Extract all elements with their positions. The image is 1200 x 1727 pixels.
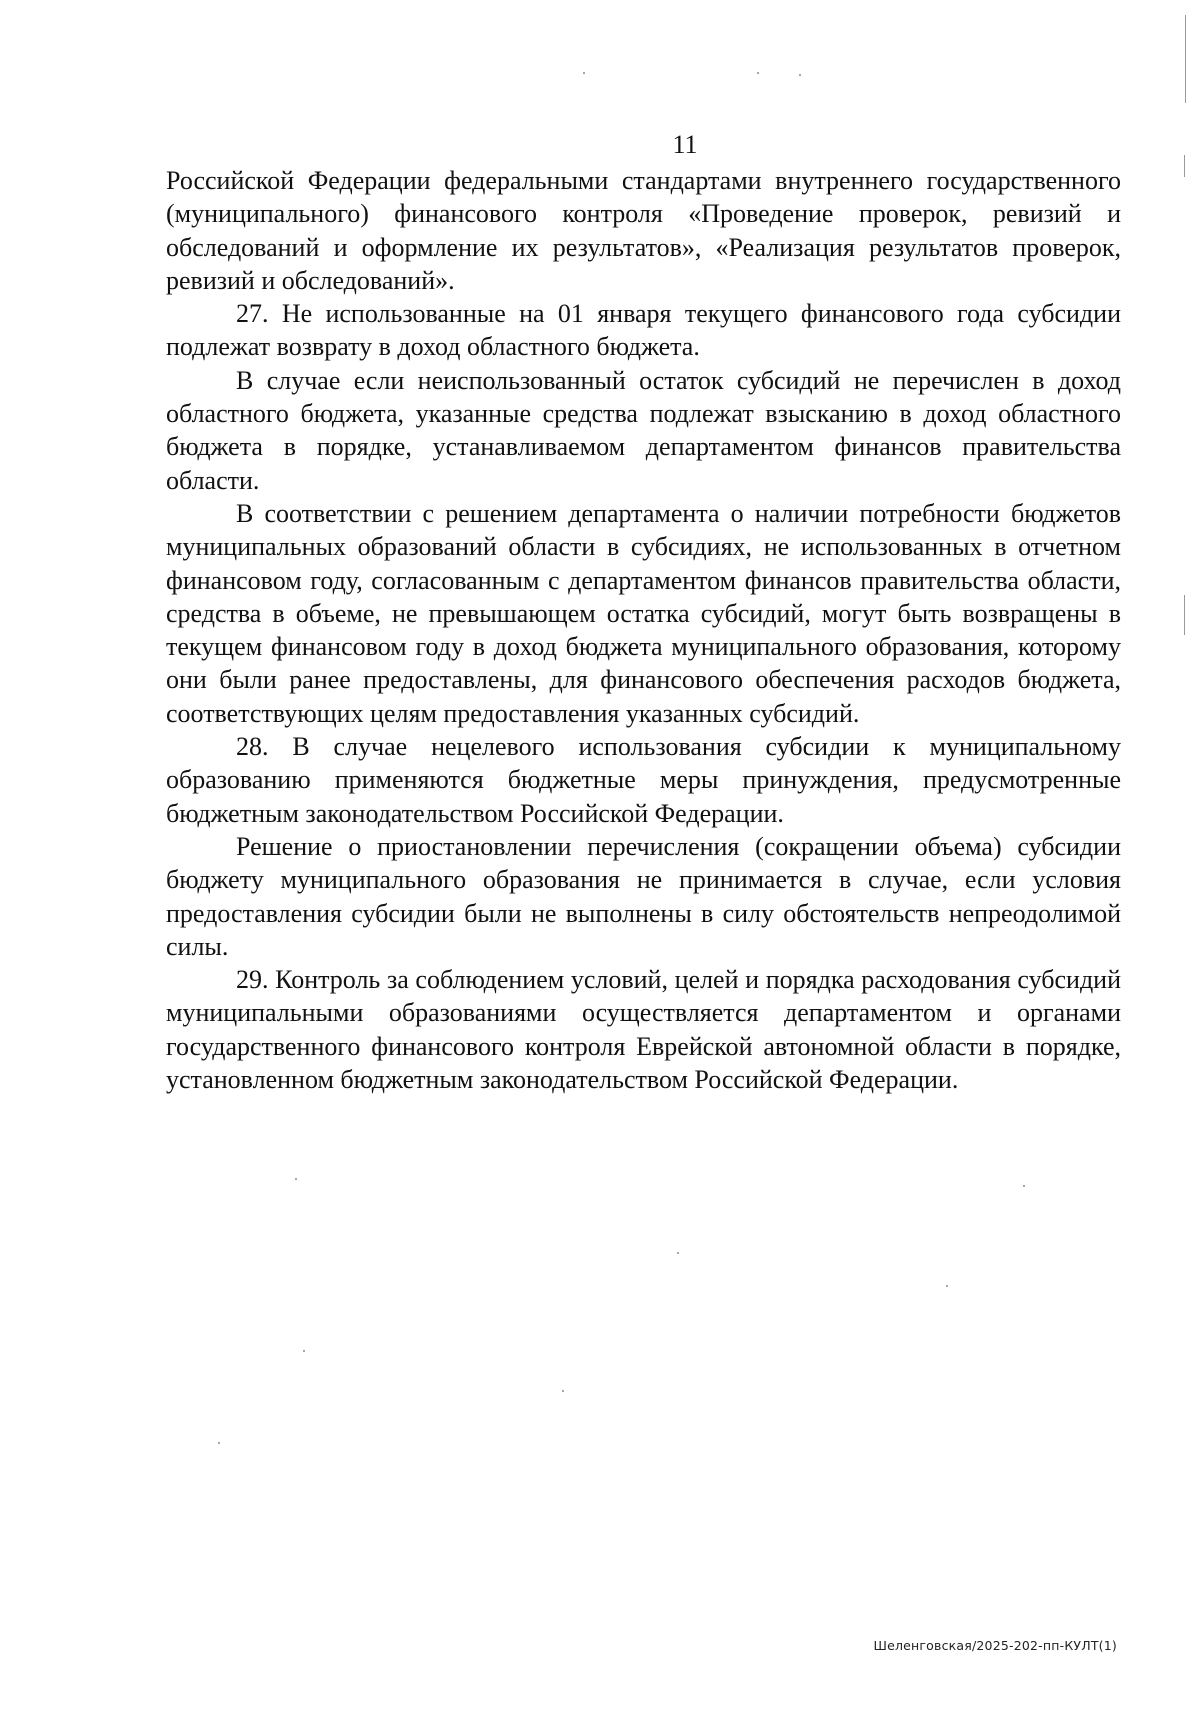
paragraph-unused-balance: В случае если неиспользованный остаток субсидий не перечислен в доход областного бюджета, указанные средства подлежат взысканию в доход областного бюджета в порядке, устанавливаемом департаментом финансов правительства области. [166,365,1121,495]
paragraph-return-decision: В соответствии с решением департамента о наличии потребности бюджетов муниципальных образований области в субсидиях, не использованных в отчетном финансовом году, согласованным с департаментом финансов правительства области, средства в объеме, не превышающем остатка субсидий, могут быть возвращены в текущем финансовом году в доход бюджета муниципального образования, которому они были ранее предоставлены, для финансового обеспечения расходов бюджета, соответствующих целям предоставления указанных субсидий. [166,498,1121,728]
document-body [166,164,1121,1096]
scan-speck [946,1285,948,1287]
scan-speck [757,72,759,74]
scan-speck [295,1178,297,1180]
paragraph-suspension: Решение о приостановлении перечисления (сокращении объема) субсидии бюджету муниципального образования не принимается в случае, если условия предоставления субсидии были не выполнены в силу обстоятельств непреодолимой силы. [166,831,1121,961]
scan-speck [218,1442,220,1444]
document-footer-code: Шеленговская/2025-202-пп-КУЛТ(1) [873,1638,1117,1653]
scan-speck [677,1252,679,1254]
paragraph-29: 29. Контроль за соблюдением условий, целей и порядка расходования субсидий муниципальными образованиями осуществляется департаментом и органами государственного финансового контроля Еврейской автономной области в порядке, установленном бюджетным законодательством Российской Федерации. [166,965,1121,1095]
scan-edge-mark [1185,15,1186,103]
scan-speck [562,1390,564,1392]
scan-edge-mark [1184,595,1185,635]
scan-speck [583,72,585,74]
scan-speck [303,1350,305,1352]
paragraph-continuation: Российской Федерации федеральными стандартами внутреннего государственного (муниципального) финансового контроля «Проведение проверок, ревизий и обследований и оформление их результатов», «Реализация результатов проверок, ревизий и обследований». [166,166,1121,295]
scan-speck [1023,1185,1025,1187]
page-number: 11 [672,130,698,159]
paragraph-27: 27. Не использованные на 01 января текущего финансового года субсидии подлежат возврату в доход областного бюджета. [166,299,1121,362]
paragraph-28: 28. В случае нецелевого использования субсидии к муниципальному образованию применяются бюджетные меры принуждения, предусмотренные бюджетным законодательством Российской Федерации. [166,732,1121,828]
scan-speck [799,74,801,76]
